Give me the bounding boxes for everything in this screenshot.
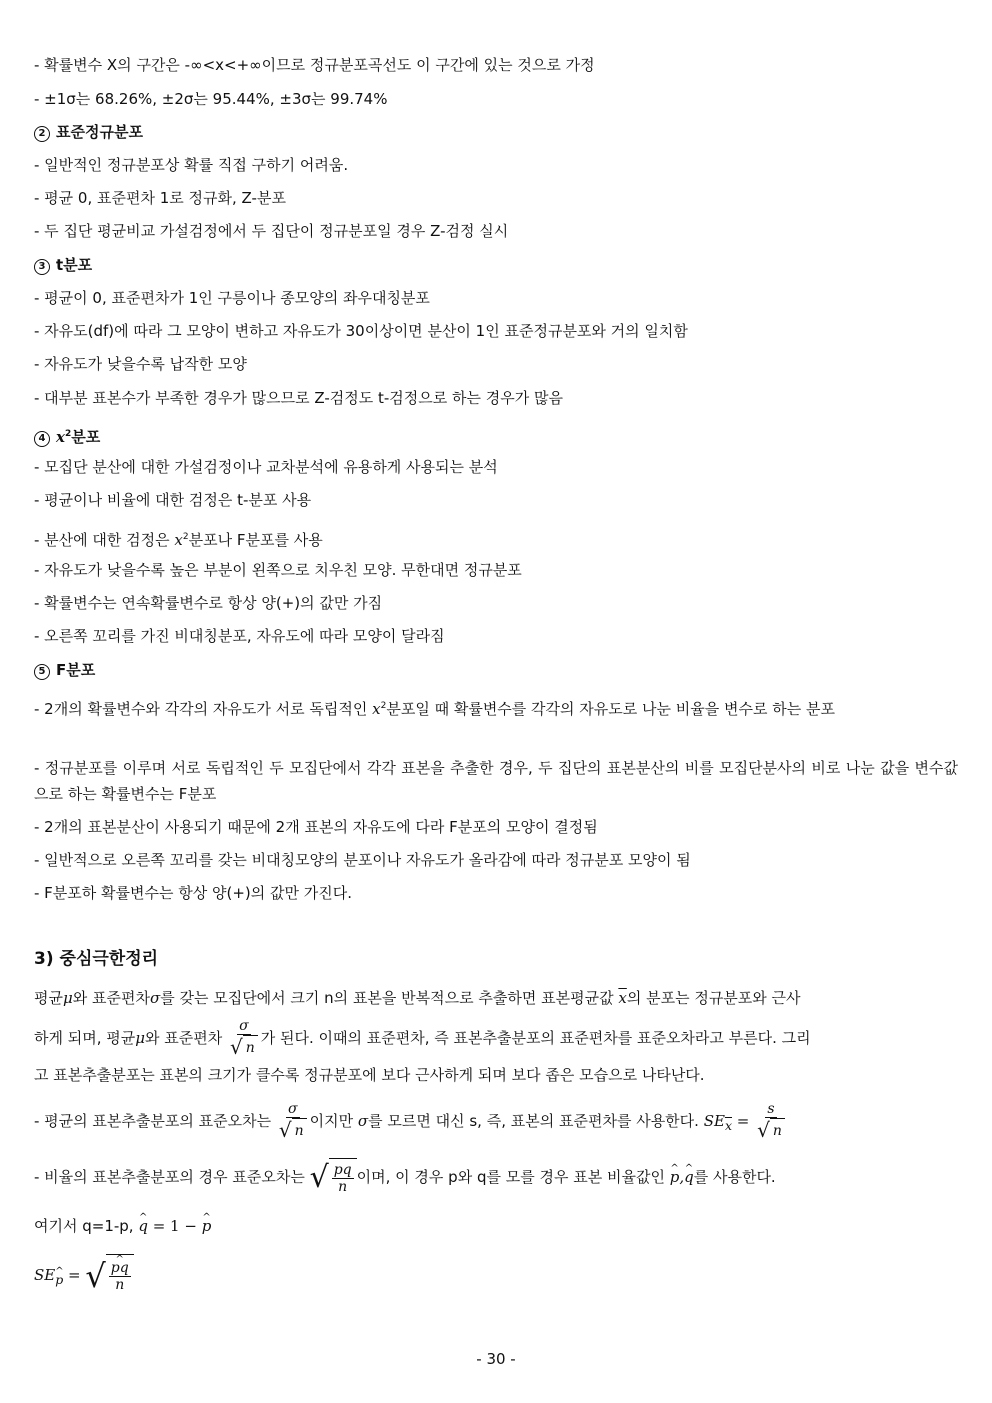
text-line: - 자유도가 낮을수록 높은 부분이 왼쪽으로 치우친 모양. 무한대면 정규분포 — [34, 561, 522, 579]
text-line: - 자유도(df)에 따라 그 모양이 변하고 자유도가 30이상이면 분산이 1인 표준정규분포와 거의 일치함 — [34, 322, 688, 340]
text-line: - 평균이 0, 표준편차가 1인 구릉이나 종모양의 좌우대칭분포 — [34, 289, 430, 307]
text-line: - 대부분 표본수가 부족한 경우가 많으므로 Z-검정도 t-검정으로 하는 경우가 많음 — [34, 389, 564, 407]
text-line: 평균μ와 표준편차σ를 갖는 모집단에서 크기 n의 표본을 반복적으로 추출하면 표본평균값 $\overline{x}$의 분포는 정규분포와 근사 — [34, 989, 801, 1007]
text-line: - 2개의 표본분산이 사용되기 때문에 2개 표본의 자유도에 다라 F분포의 모양이 결정됨 — [34, 818, 598, 836]
text-line: 고 표본추출분포는 표본의 크기가 클수록 정규분포에 보다 근사하게 되며 보다 좁은 모습으로 나타난다. — [34, 1066, 705, 1084]
text-line: - 일반적인 정규분포상 확률 직접 구하기 어려움. — [34, 156, 349, 174]
page-number: - 30 - — [476, 1350, 516, 1368]
section-title: 3) 중심극한정리 — [34, 949, 159, 969]
text-line: - 오른쪽 꼬리를 가진 비대칭분포, 자유도에 따라 모양이 달라짐 — [34, 627, 445, 645]
text-line: - 두 집단 평균비교 가설검정에서 두 집단이 정규분포일 경우 Z-검정 실시 — [34, 222, 509, 240]
paragraph: - 정규분포를 이루며 서로 독립적인 두 모집단에서 각각 표본을 추출한 경우, 두 집단의 표본분산의 비를 모집단분사의 비로 나눈 값을 변수값으로 하는 확률변수는 F분포 — [34, 759, 958, 803]
text-line: - 비율의 표본추출분포의 경우 표준오차는 √ $\frac{pq}{n}$ 이며, 이 경우 p와 q를 모를 경우 표본 비율값인 ^ p,^ q를 사용한다. — [34, 1155, 776, 1199]
text-line: - 분산에 대한 검정은 $x^2$분포나 F분포를 사용 — [34, 531, 323, 549]
text-line: - 자유도가 낮을수록 납작한 모양 — [34, 355, 247, 373]
section-heading: 2 표준정규분포 — [34, 122, 143, 142]
paragraph: - 2개의 확률변수와 각각의 자유도가 서로 독립적인 $x^2$분포일 때 확률변수를 각각의 자유도로 나눈 비율을 변수로 하는 분포 — [34, 700, 835, 718]
section-heading: 4 $x^2$분포 — [34, 424, 100, 447]
text-line: - 모집단 분산에 대한 가설검정이나 교차분석에 유용하게 사용되는 분석 — [34, 458, 498, 476]
text-line: - 일반적으로 오른쪽 꼬리를 갖는 비대칭모양의 분포이나 자유도가 올라감에 따라 정규분포 모양이 됨 — [34, 851, 691, 869]
text-line: - 평균이나 비율에 대한 검정은 t-분포 사용 — [34, 491, 312, 509]
text-line: - ±1σ는 68.26%, ±2σ는 95.44%, ±3σ는 99.74% — [34, 90, 388, 108]
section-heading: 5 F분포 — [34, 660, 95, 680]
text-line: - 평균 0, 표준편차 1로 정규화, Z-분포 — [34, 189, 286, 207]
text-line: - F분포하 확률변수는 항상 양(+)의 값만 가진다. — [34, 884, 353, 902]
section-heading: 3 t분포 — [34, 255, 92, 275]
text-line: 하게 되며, 평균μ와 표준편차 σ √ n 가 된다. 이때의 표준편차, 즉 표본추출분포의 표준편차를 표준오차라고 부른다. 그리 — [34, 1018, 811, 1059]
text-line: - 확률변수 X의 구간은 -∞<x<+∞이므로 정규분포곡선도 이 구간에 있는 것으로 가정 — [34, 56, 595, 74]
text-line: - 확률변수는 연속확률변수로 항상 양(+)의 값만 가짐 — [34, 594, 383, 612]
text-line: 여기서 q=1-p, ^ q = 1 − ^ p — [34, 1216, 211, 1236]
text-line: - 평균의 표본추출분포의 표준오차는 σ √ n 이지만 σ를 모르면 대신 s, 즉, 표본의 표준편차를 사용한다. $SE_{\overline{x}}$ = s √ n — [34, 1100, 788, 1147]
formula: SE^ $_p$ = √ ^ $\frac{pq}{n}$ — [34, 1250, 134, 1305]
